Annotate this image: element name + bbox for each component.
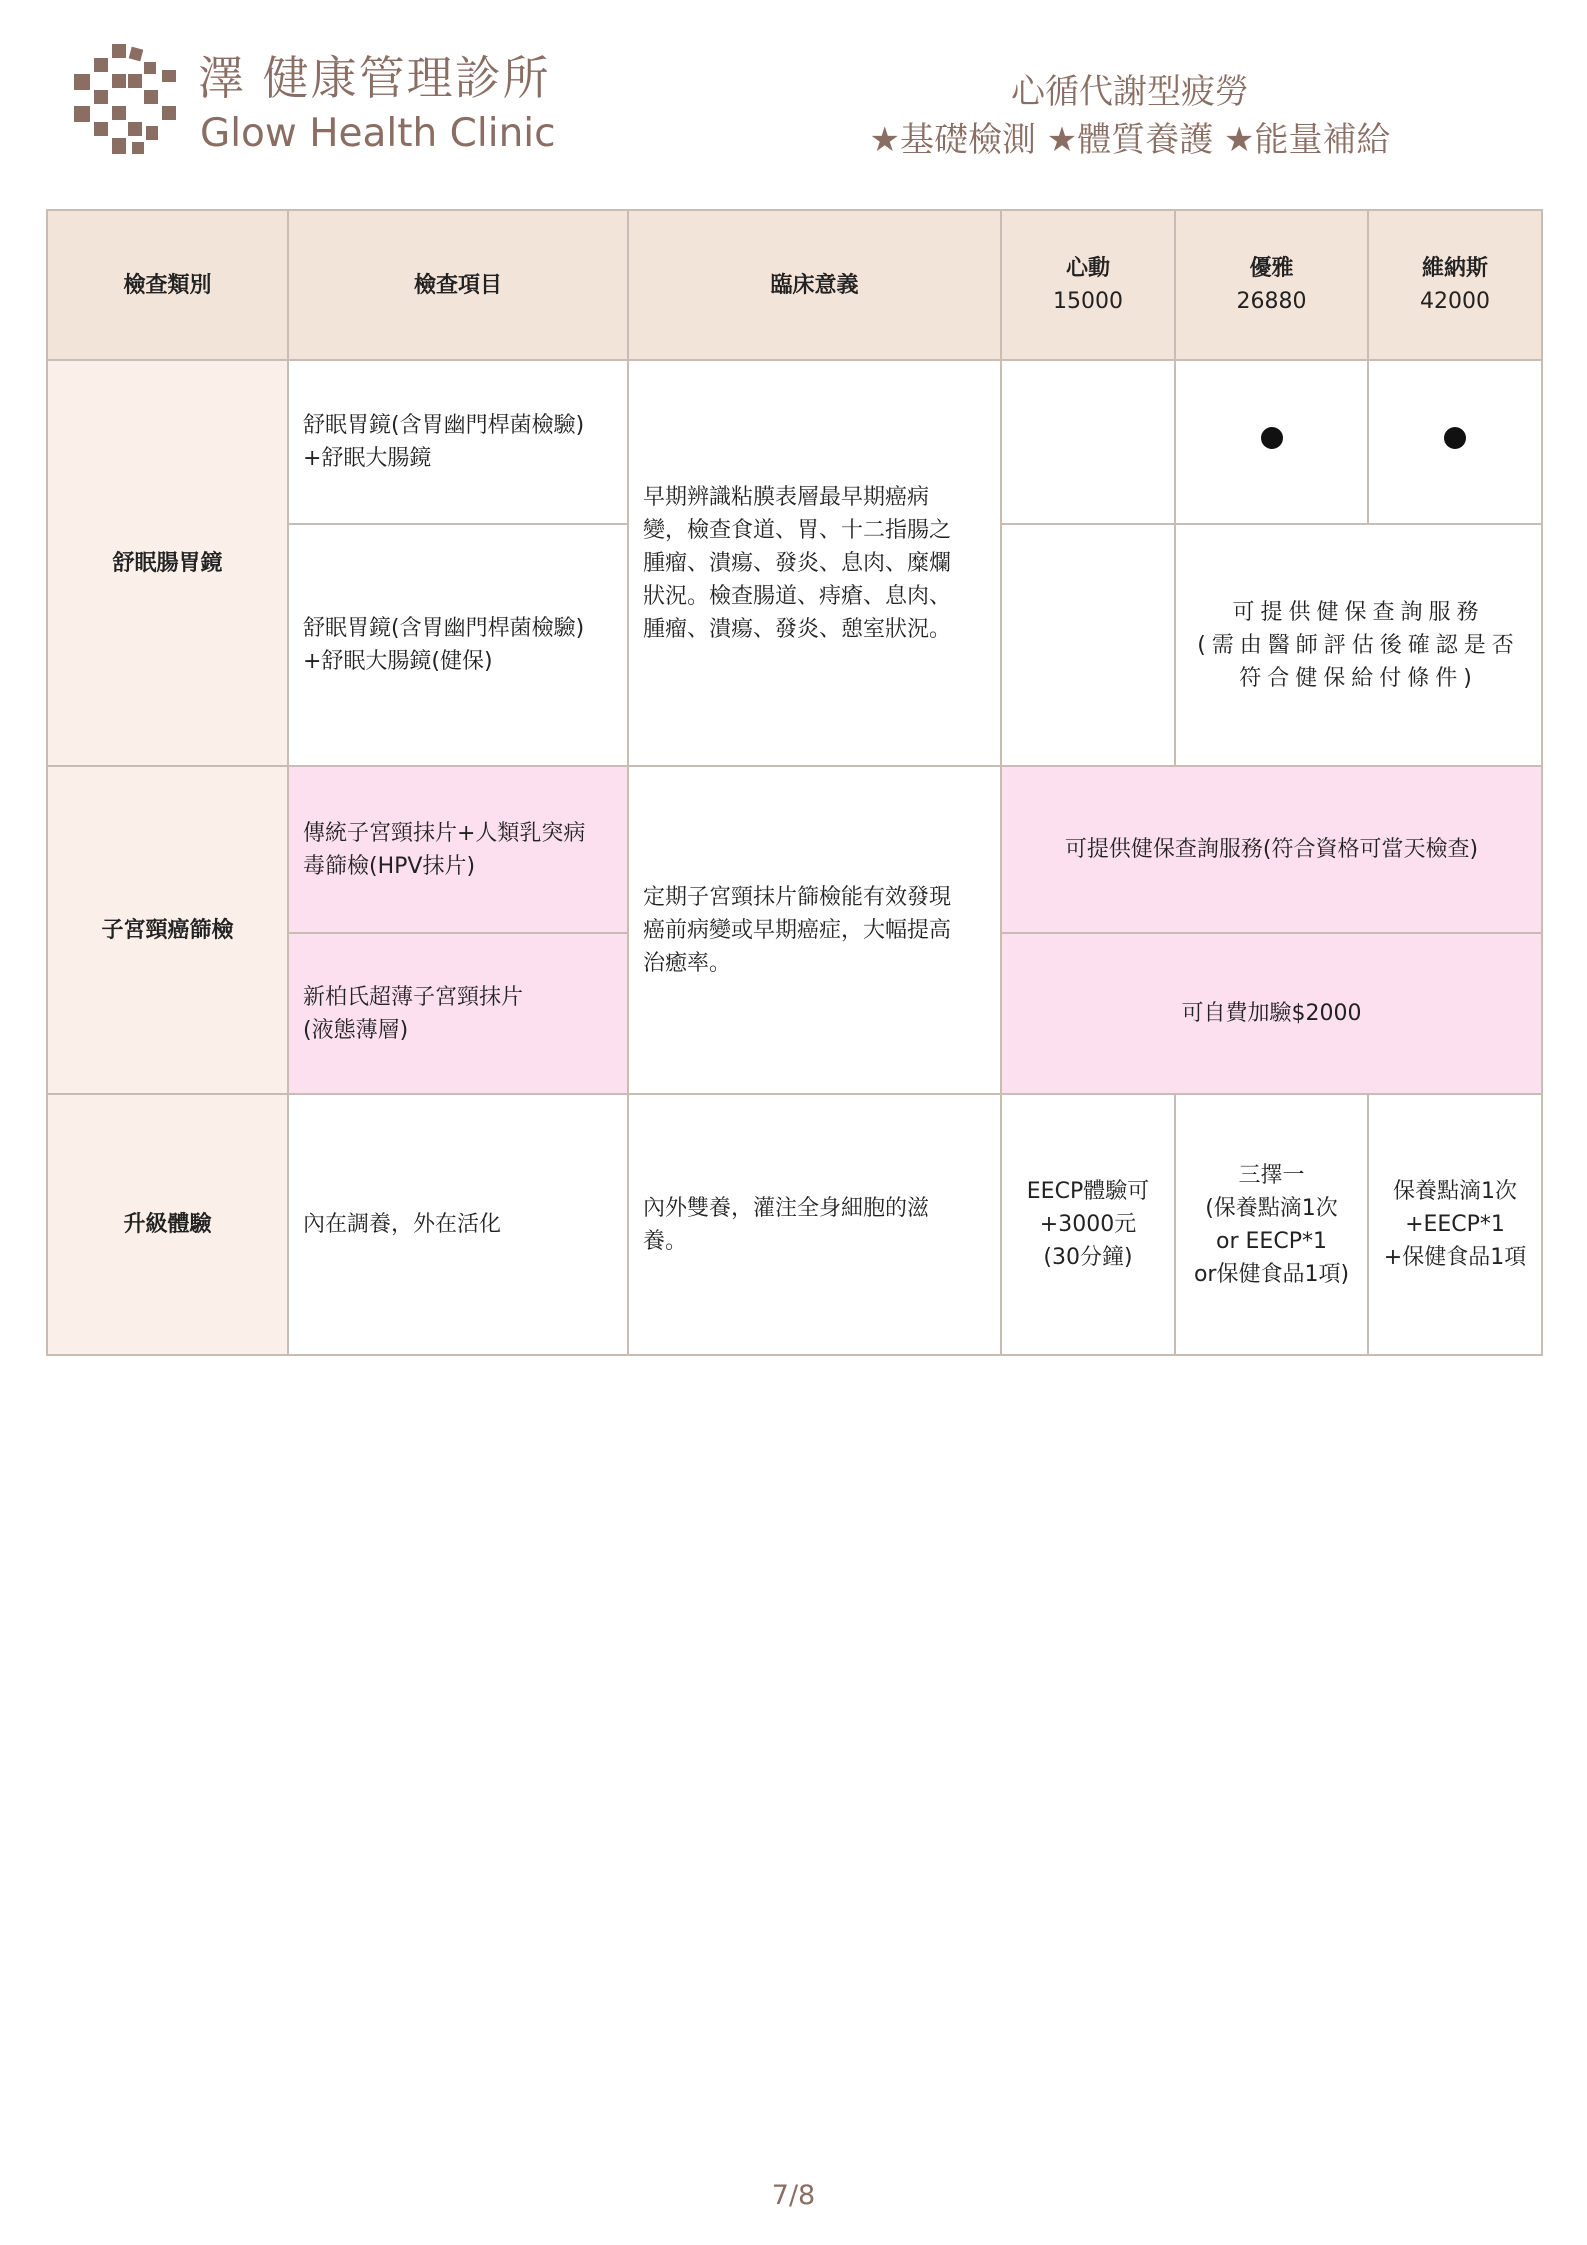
plan-name: 優雅 — [1249, 256, 1294, 281]
meaning-line: 內外雙養，灌注全身細胞的滋 — [643, 1195, 930, 1221]
item-line: 新柏氏超薄子宮頸抹片 — [303, 984, 524, 1010]
table-header-row — [47, 210, 1542, 360]
clinic-name-english: Glow Health Clinic — [200, 111, 556, 156]
meaning-line: 治癒率。 — [643, 950, 732, 976]
meaning-line: 變，檢查食道、胃、十二指腸之 — [643, 517, 952, 543]
table-row — [47, 1094, 1542, 1355]
insurance-note-cell: 可提供健保查詢服務(符合資格可當天檢查) — [1001, 766, 1542, 933]
plan-price: 42000 — [1420, 289, 1490, 314]
category-cell: 子宮頸癌篩檢 — [47, 766, 288, 1094]
category-cell: 升級體驗 — [47, 1094, 288, 1355]
item-cell — [288, 933, 628, 1094]
meaning-line: 腫瘤、潰瘍、發炎、息肉、糜爛 — [643, 550, 952, 576]
insurance-note-cell — [1175, 524, 1542, 766]
header-item: 檢查項目 — [288, 210, 628, 360]
plan-price: 15000 — [1053, 289, 1123, 314]
meaning-cell — [628, 1094, 1001, 1355]
plan-price: 26880 — [1236, 289, 1307, 314]
header-plan-1 — [1001, 210, 1175, 360]
plan-name: 維納斯 — [1421, 256, 1488, 281]
plan-text-line: 三擇一 — [1238, 1162, 1305, 1188]
plan-mark-cell — [1001, 360, 1175, 524]
item-line: 傳統子宮頸抹片+人類乳突病 — [303, 820, 586, 846]
plan-mark-cell — [1001, 524, 1175, 766]
plan-text-line: +3000元 — [1039, 1212, 1137, 1237]
plan-text-cell — [1175, 1094, 1368, 1355]
header-plan-2 — [1175, 210, 1368, 360]
meaning-cell — [628, 360, 1001, 766]
plan-text-line: EECP體驗可 — [1026, 1179, 1150, 1204]
item-line: 舒眠胃鏡(含胃幽門桿菌檢驗) — [303, 616, 585, 641]
item-cell — [288, 524, 628, 766]
plan-text-line: or保健食品1項) — [1193, 1261, 1350, 1287]
page-subtitle: ★基礎檢測 ★體質養護 ★能量補給 — [869, 120, 1391, 160]
page-title: 心循代謝型疲勞 — [1011, 72, 1249, 112]
plan-text-line: (30分鐘) — [1043, 1245, 1133, 1270]
table-row — [47, 360, 1542, 524]
meaning-line: 狀況。檢查腸道、痔瘡、息肉、 — [643, 583, 952, 609]
included-dot-icon — [1444, 427, 1466, 449]
table-row — [47, 766, 1542, 933]
plan-text-cell — [1001, 1094, 1175, 1355]
exam-table — [46, 209, 1543, 1356]
meaning-line: 腫瘤、潰瘍、發炎、憩室狀況。 — [643, 616, 952, 642]
plan-text-line: (保養點滴1次 — [1205, 1195, 1338, 1221]
plan-text-line: or EECP*1 — [1216, 1228, 1327, 1254]
item-line: 舒眠胃鏡(含胃幽門桿菌檢驗) — [303, 413, 585, 438]
item-cell — [288, 766, 628, 933]
clinic-name: 澤 健康管理診所 — [198, 51, 551, 105]
item-cell: 內在調養，外在活化 — [288, 1094, 628, 1355]
item-cell — [288, 360, 628, 524]
item-line: +舒眠大腸鏡(健保) — [303, 649, 493, 674]
note-line: 符合健保給付條件) — [1239, 665, 1478, 691]
note-line: 可提供健保查詢服務 — [1232, 599, 1485, 625]
meaning-line: 早期辨識粘膜表層最早期癌病 — [643, 484, 930, 510]
clinic-logo-icon — [74, 44, 182, 160]
meaning-cell — [628, 766, 1001, 1094]
header-plan-3 — [1368, 210, 1542, 360]
note-line: (需由醫師評估後確認是否 — [1197, 632, 1520, 658]
page-number: 7/8 — [771, 2180, 816, 2211]
plan-text-line: +保健食品1項 — [1383, 1245, 1527, 1270]
plan-text-line: +EECP*1 — [1405, 1212, 1505, 1237]
meaning-line: 癌前病變或早期癌症，大幅提高 — [643, 917, 952, 943]
plan-name: 心動 — [1065, 256, 1110, 281]
item-line: +舒眠大腸鏡 — [303, 446, 432, 471]
category-cell: 舒眠腸胃鏡 — [47, 360, 288, 766]
included-dot-icon — [1261, 427, 1283, 449]
plan-text-cell — [1368, 1094, 1542, 1355]
item-line: 毒篩檢(HPV抹片) — [303, 853, 476, 879]
plan-mark-cell — [1368, 360, 1542, 524]
meaning-line: 定期子宮頸抹片篩檢能有效發現 — [643, 884, 952, 910]
header-meaning: 臨床意義 — [628, 210, 1001, 360]
plan-text-line: 保養點滴1次 — [1393, 1179, 1517, 1204]
header-category: 檢查類別 — [47, 210, 288, 360]
addon-price-cell: 可自費加驗$2000 — [1001, 933, 1542, 1094]
plan-mark-cell — [1175, 360, 1368, 524]
item-line: (液態薄層) — [303, 1017, 409, 1043]
meaning-line: 養。 — [643, 1228, 688, 1254]
